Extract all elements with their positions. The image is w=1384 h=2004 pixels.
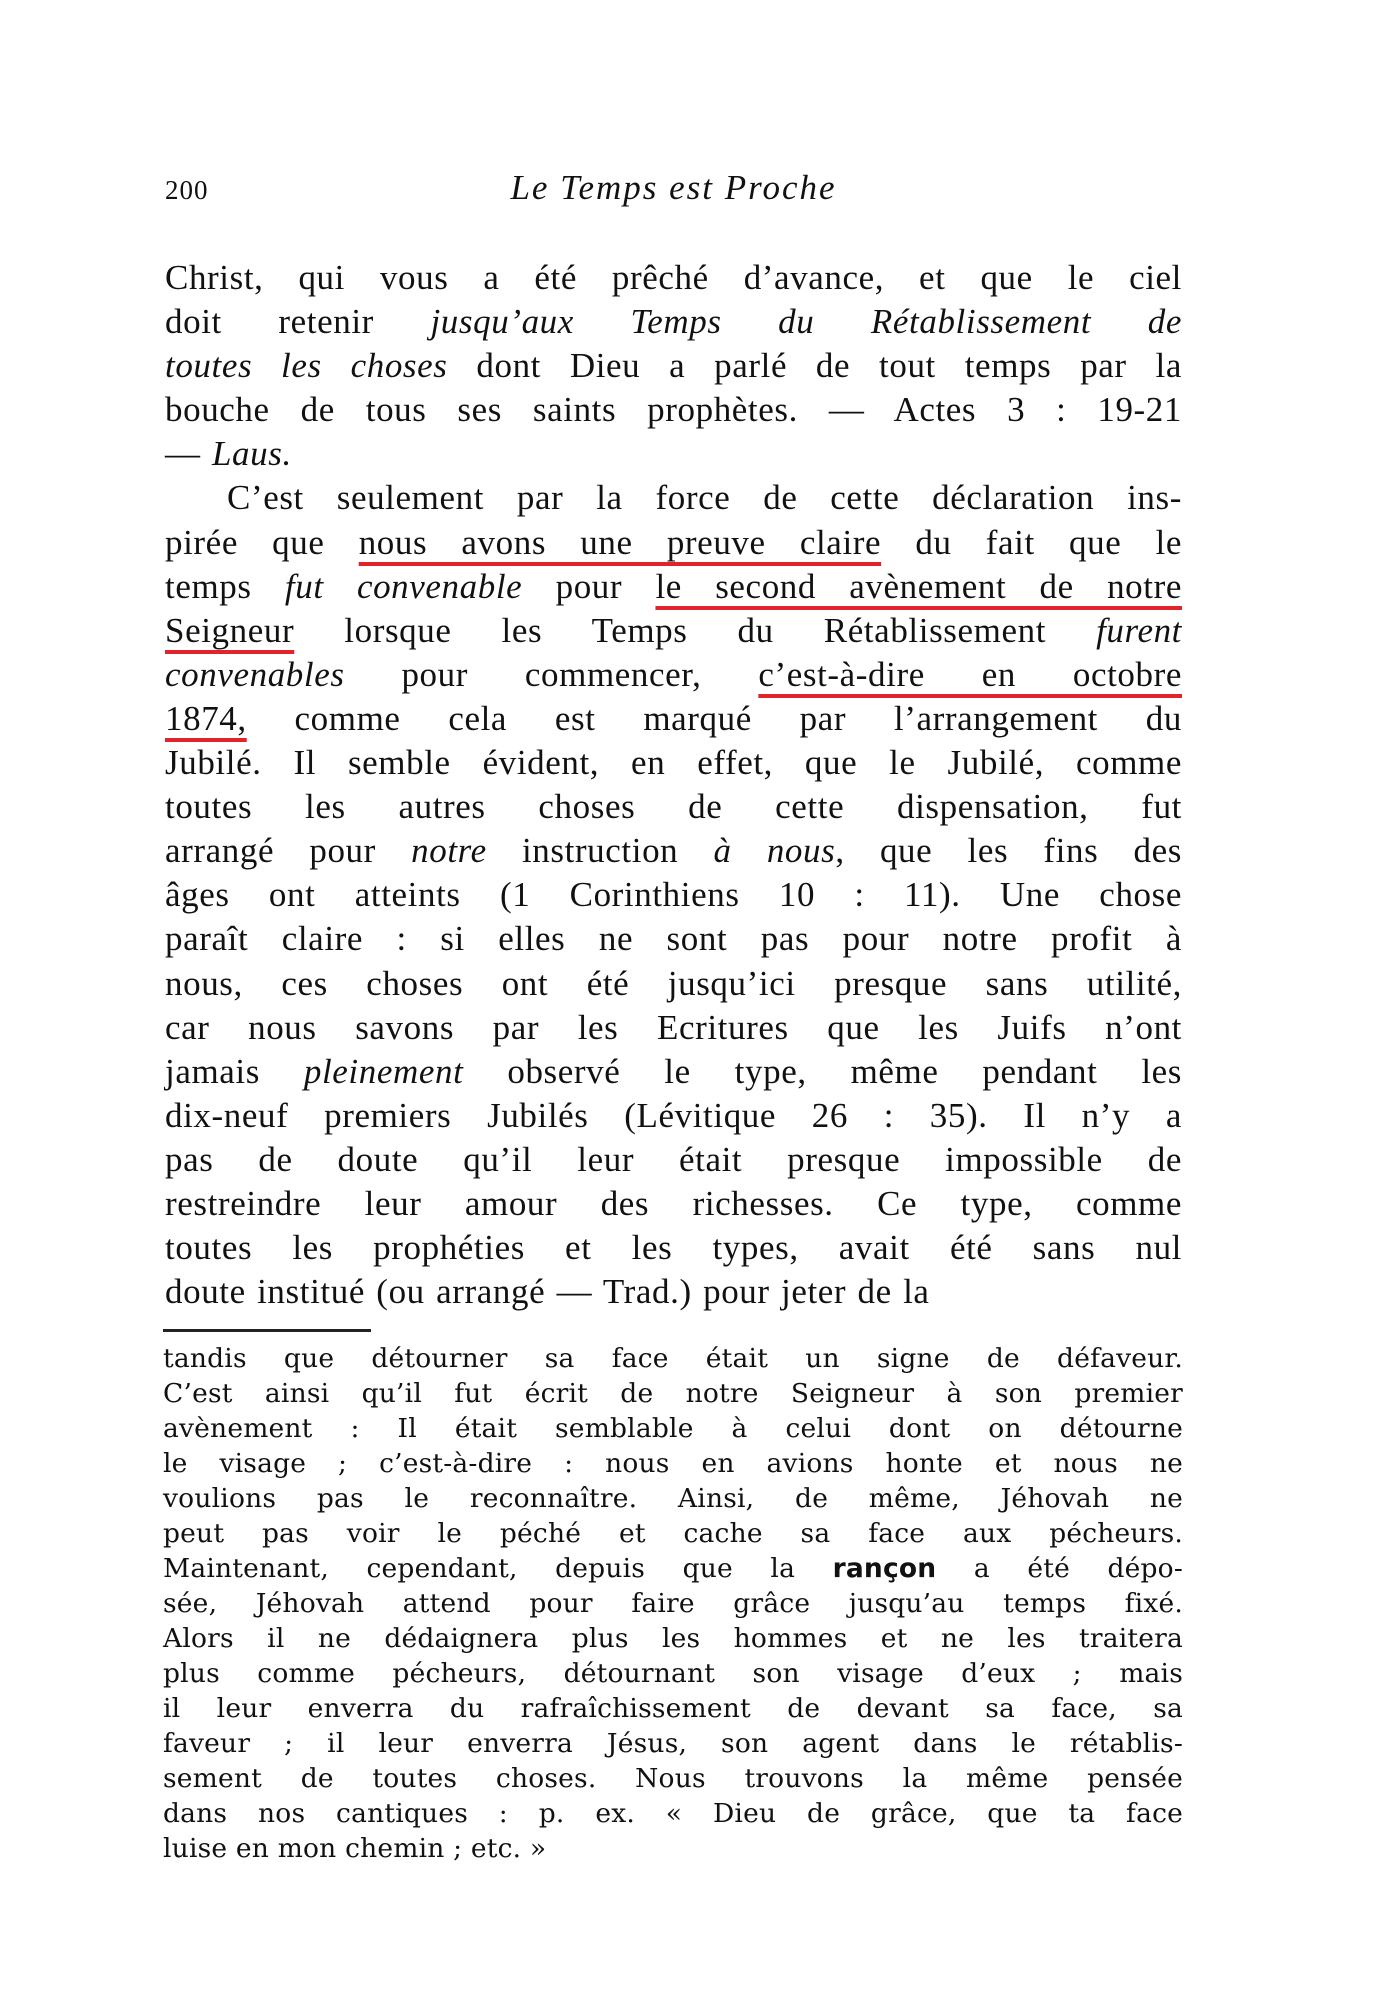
text-run: paraît claire : si elles ne sont pas pour notre profit à: [165, 919, 1182, 959]
body-line: [165, 256, 1182, 300]
italic-text-run: à nous: [713, 831, 836, 871]
footnote-line: [163, 1726, 1183, 1761]
text-run: bouche de tous ses saints prophètes. — Actes 3 : 19-21: [165, 390, 1182, 430]
text-run: Christ, qui vous a été prêché d’avance, et que le ciel: [165, 258, 1182, 297]
footnote-line: [163, 1761, 1183, 1796]
text-run: lorsque les Temps du Rétablissement: [294, 610, 1097, 650]
body-line: [165, 1270, 1182, 1314]
main-text-column: [165, 256, 1182, 1314]
page-number: 200: [165, 175, 209, 205]
footnote-line: [163, 1341, 1183, 1376]
body-line: [165, 697, 1182, 741]
body-line: [165, 1138, 1182, 1182]
body-line: [165, 653, 1182, 697]
italic-text-run: toutes les choses: [165, 346, 448, 386]
text-run: arrangé pour: [165, 831, 412, 871]
text-run: instruction: [486, 831, 714, 871]
footnote-line: [163, 1446, 1183, 1481]
text-run: peut pas voir le péché et cache sa face aux pécheurs.: [163, 1518, 1183, 1549]
italic-text-run: furent: [1096, 610, 1182, 650]
text-run: sée, Jéhovah attend pour faire grâce jusqu’au temps fixé.: [163, 1588, 1183, 1619]
running-header: [165, 168, 1182, 208]
footnote-line: [163, 1796, 1183, 1831]
footnote-line: [163, 1481, 1183, 1516]
footnote-line: [163, 1376, 1183, 1411]
text-run: a été dépo-: [936, 1553, 1183, 1584]
text-run: pour: [522, 566, 656, 606]
text-run: sement de toutes choses. Nous trouvons la même pensée: [163, 1763, 1183, 1794]
text-run: nous, ces choses ont été jusqu’ici presque sans utilité,: [165, 963, 1182, 1003]
text-run: doute institué (ou arrangé — Trad.) pour jeter de la: [165, 1272, 930, 1312]
text-run: doit retenir: [165, 302, 431, 342]
italic-text-run: fut convenable: [284, 566, 523, 606]
footnote-line: [163, 1656, 1183, 1691]
body-line: [165, 1226, 1182, 1270]
text-run: temps: [165, 566, 285, 606]
text-run: pirée que: [165, 522, 359, 562]
text-run: Maintenant, cependant, depuis que la: [163, 1553, 833, 1584]
text-run: restreindre leur amour des richesses. Ce type, comme: [165, 1183, 1182, 1223]
text-run: Jubilé. Il semble évident, en effet, que le Jubilé, comme: [165, 743, 1182, 783]
footnote-line: [163, 1516, 1183, 1551]
body-line: [165, 873, 1182, 917]
text-run: pas de doute qu’il leur était presque impossible de: [165, 1139, 1182, 1179]
text-run: C’est ainsi qu’il fut écrit de notre Seigneur à son premier: [163, 1378, 1183, 1409]
text-run: le visage ; c’est-à-dire : nous en avions honte et nous ne: [163, 1448, 1183, 1479]
footnote-line: [163, 1831, 1183, 1866]
red-underlined-text: le second avènement de notre: [655, 566, 1182, 606]
body-line: [165, 1050, 1182, 1094]
text-run: dont Dieu a parlé de tout temps par la: [447, 346, 1182, 386]
body-line: [165, 300, 1182, 344]
text-run: âges ont atteints (1 Corinthiens 10 : 11). Une chose: [165, 875, 1182, 915]
body-line: [165, 388, 1182, 432]
footnote-line: [163, 1691, 1183, 1726]
body-line: [165, 432, 1182, 476]
footnote-text: [163, 1341, 1183, 1866]
italic-text-run: notre: [411, 831, 487, 871]
text-run: jamais: [165, 1051, 304, 1091]
text-run: avènement : Il était semblable à celui dont on détourne: [163, 1413, 1183, 1444]
text-run: dix-neuf premiers Jubilés (Lévitique 26 : 35). Il n’y a: [165, 1095, 1182, 1135]
text-run: du fait que le: [881, 522, 1183, 562]
body-line: [165, 1094, 1182, 1138]
footnote-line: [163, 1621, 1183, 1656]
italic-text-run: jusqu’aux Temps du Rétablissement de: [430, 302, 1182, 342]
text-run: C’est seulement par la force de cette déclaration ins-: [227, 478, 1182, 518]
text-run: , que les fins des: [835, 831, 1182, 871]
text-run: pour commencer,: [344, 654, 759, 694]
text-run: luise en mon chemin ; etc. »: [163, 1833, 547, 1864]
running-title: Le Temps est Proche: [510, 168, 837, 207]
body-line: [165, 1182, 1182, 1226]
body-line: [165, 521, 1182, 565]
red-underlined-text: nous avons une preuve claire: [358, 522, 882, 562]
body-line: [165, 785, 1182, 829]
body-line: [165, 476, 1182, 520]
italic-text-run: Laus.: [211, 434, 292, 474]
body-line: [165, 962, 1182, 1006]
body-line: [165, 917, 1182, 961]
red-underlined-text: c’est-à-dire en octobre: [758, 654, 1182, 694]
italic-text-run: convenables: [165, 654, 345, 694]
text-run: toutes les autres choses de cette dispensation, fut: [165, 787, 1182, 827]
red-underlined-text: 1874,: [165, 698, 247, 738]
italic-text-run: pleinement: [303, 1051, 464, 1091]
text-run: dans nos cantiques : p. ex. « Dieu de grâce, que ta face: [163, 1798, 1183, 1829]
bold-text-run: rançon: [832, 1553, 937, 1584]
text-run: car nous savons par les Ecritures que les Juifs n’ont: [165, 1007, 1182, 1047]
text-run: comme cela est marqué par l’arrangement du: [246, 698, 1182, 738]
body-line: [165, 565, 1182, 609]
body-line: [165, 1006, 1182, 1050]
text-run: —: [165, 434, 212, 474]
text-run: Alors il ne dédaignera plus les hommes et ne les traitera: [163, 1623, 1183, 1654]
footnote-line: [163, 1586, 1183, 1621]
text-run: observé le type, même pendant les: [463, 1051, 1183, 1091]
text-run: tandis que détourner sa face était un signe de défaveur.: [163, 1343, 1183, 1374]
body-line: [165, 609, 1182, 653]
footnote-line: [163, 1551, 1183, 1586]
body-line: [165, 829, 1182, 873]
text-run: il leur enverra du rafraîchissement de devant sa face, sa: [163, 1693, 1183, 1724]
red-underlined-text: Seigneur: [165, 610, 295, 650]
body-line: [165, 741, 1182, 785]
body-line: [165, 344, 1182, 388]
text-run: toutes les prophéties et les types, avait été sans nul: [165, 1228, 1182, 1268]
text-run: voulions pas le reconnaître. Ainsi, de même, Jéhovah ne: [163, 1483, 1183, 1514]
text-run: plus comme pécheurs, détournant son visage d’eux ; mais: [163, 1658, 1183, 1689]
text-run: faveur ; il leur enverra Jésus, son agent dans le rétablis-: [163, 1728, 1183, 1759]
footnote-line: [163, 1411, 1183, 1446]
footnote-separator-rule: [163, 1329, 371, 1332]
